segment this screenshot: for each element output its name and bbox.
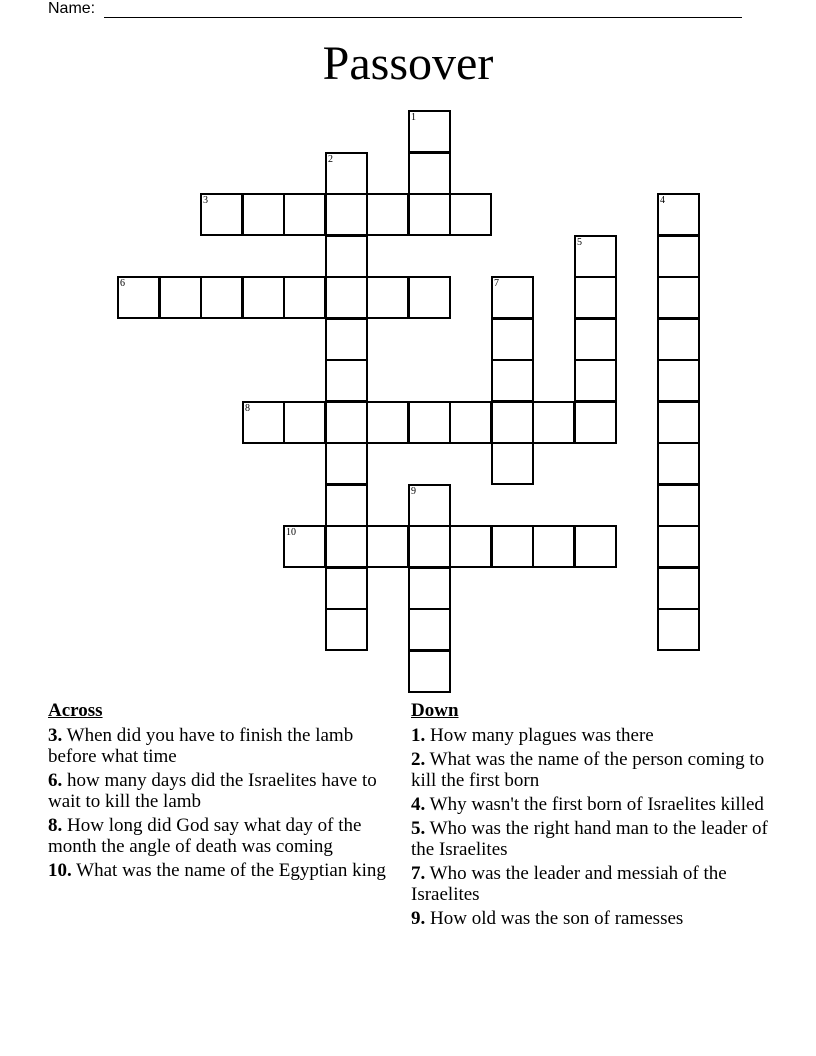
crossword-cell[interactable] [325,193,368,236]
crossword-cell[interactable] [657,484,700,527]
down-clues [411,700,771,932]
crossword-cell[interactable] [657,193,700,236]
clue-text: When did you have to finish the lamb before what time [48,725,354,767]
crossword-cell[interactable] [242,401,285,444]
clue-text: Who was the right hand man to the leader of the Israelites [411,818,768,860]
crossword-cell[interactable] [574,276,617,319]
cell-number: 10 [286,527,296,538]
crossword-cell[interactable] [408,608,451,651]
crossword-cell[interactable] [117,276,160,319]
crossword-cell[interactable] [491,276,534,319]
crossword-cell[interactable] [366,401,409,444]
crossword-cell[interactable] [449,401,492,444]
crossword-cell[interactable] [408,193,451,236]
crossword-cell[interactable] [366,276,409,319]
clue-item [48,725,404,767]
crossword-cell[interactable] [325,567,368,610]
crossword-cell[interactable] [657,567,700,610]
crossword-cell[interactable] [325,235,368,278]
crossword-cell[interactable] [159,276,202,319]
clue-number: 9. [411,908,426,929]
crossword-cell[interactable] [574,359,617,402]
crossword-cell[interactable] [366,193,409,236]
clue-item [411,863,771,905]
across-heading: Across [48,700,103,721]
cell-number: 4 [660,195,665,206]
crossword-cell[interactable] [408,110,451,153]
across-clues [48,700,404,884]
crossword-cell[interactable] [657,401,700,444]
crossword-cell[interactable] [366,525,409,568]
clue-text: Why wasn't the first born of Israelites killed [429,794,764,815]
crossword-cell[interactable] [408,484,451,527]
crossword-cell[interactable] [283,193,326,236]
crossword-cell[interactable] [325,442,368,485]
crossword-cell[interactable] [200,193,243,236]
crossword-cell[interactable] [242,276,285,319]
crossword-cell[interactable] [408,152,451,195]
crossword-cell[interactable] [532,525,575,568]
crossword-cell[interactable] [574,318,617,361]
cell-number: 1 [411,112,416,123]
crossword-cell[interactable] [574,401,617,444]
crossword-cell[interactable] [657,608,700,651]
crossword-cell[interactable] [491,525,534,568]
crossword-cell[interactable] [491,401,534,444]
crossword-cell[interactable] [491,359,534,402]
crossword-cell[interactable] [242,193,285,236]
crossword-cell[interactable] [574,525,617,568]
crossword-cell[interactable] [657,276,700,319]
crossword-cell[interactable] [657,359,700,402]
clue-item [48,770,404,812]
clue-number: 1. [411,725,426,746]
clue-item [48,860,404,881]
clue-item [411,725,771,746]
crossword-cell[interactable] [200,276,243,319]
crossword-cell[interactable] [491,318,534,361]
crossword-cell[interactable] [657,525,700,568]
clue-number: 10. [48,860,72,881]
crossword-cell[interactable] [283,276,326,319]
crossword-cell[interactable] [408,276,451,319]
crossword-cell[interactable] [283,525,326,568]
down-heading: Down [411,700,459,721]
clue-number: 2. [411,749,426,770]
crossword-cell[interactable] [408,567,451,610]
crossword-cell[interactable] [532,401,575,444]
crossword-cell[interactable] [325,484,368,527]
crossword-cell[interactable] [657,235,700,278]
clue-text: What was the name of the Egyptian king [76,860,386,881]
cell-number: 5 [577,237,582,248]
crossword-cell[interactable] [449,193,492,236]
clue-item [411,794,771,815]
cell-number: 9 [411,486,416,497]
cell-number: 2 [328,154,333,165]
name-label: Name: [48,0,100,17]
crossword-cell[interactable] [325,359,368,402]
clue-item [411,818,771,860]
crossword-cell[interactable] [657,318,700,361]
crossword-cell[interactable] [325,318,368,361]
crossword-cell[interactable] [491,442,534,485]
clue-text: How many plagues was there [430,725,654,746]
crossword-cell[interactable] [325,401,368,444]
crossword-cell[interactable] [449,525,492,568]
crossword-cell[interactable] [574,235,617,278]
crossword-cell[interactable] [408,401,451,444]
clue-text: How old was the son of ramesses [430,908,684,929]
clue-number: 7. [411,863,426,884]
crossword-cell[interactable] [657,442,700,485]
crossword-cell[interactable] [325,608,368,651]
crossword-cell[interactable] [408,525,451,568]
clue-number: 6. [48,770,63,791]
crossword-cell[interactable] [283,401,326,444]
clue-number: 4. [411,794,426,815]
clue-text: How long did God say what day of the month the angle of death was coming [48,815,362,857]
cell-number: 7 [494,278,499,289]
crossword-cell[interactable] [325,276,368,319]
clue-number: 8. [48,815,63,836]
clue-number: 3. [48,725,63,746]
clue-text: how many days did the Israelites have to wait to kill the lamb [48,770,377,812]
clue-text: What was the name of the person coming to kill the first born [411,749,765,791]
clue-item [48,815,404,857]
page-title: Passover [322,37,494,90]
cell-number: 8 [245,403,250,414]
clue-text: Who was the leader and messiah of the Israelites [411,863,727,905]
clue-number: 5. [411,818,426,839]
cell-number: 3 [203,195,208,206]
clue-item [411,908,771,929]
cell-number: 6 [120,278,125,289]
crossword-cell[interactable] [408,650,451,693]
clue-item [411,749,771,791]
crossword-cell[interactable] [325,525,368,568]
crossword-cell[interactable] [325,152,368,195]
